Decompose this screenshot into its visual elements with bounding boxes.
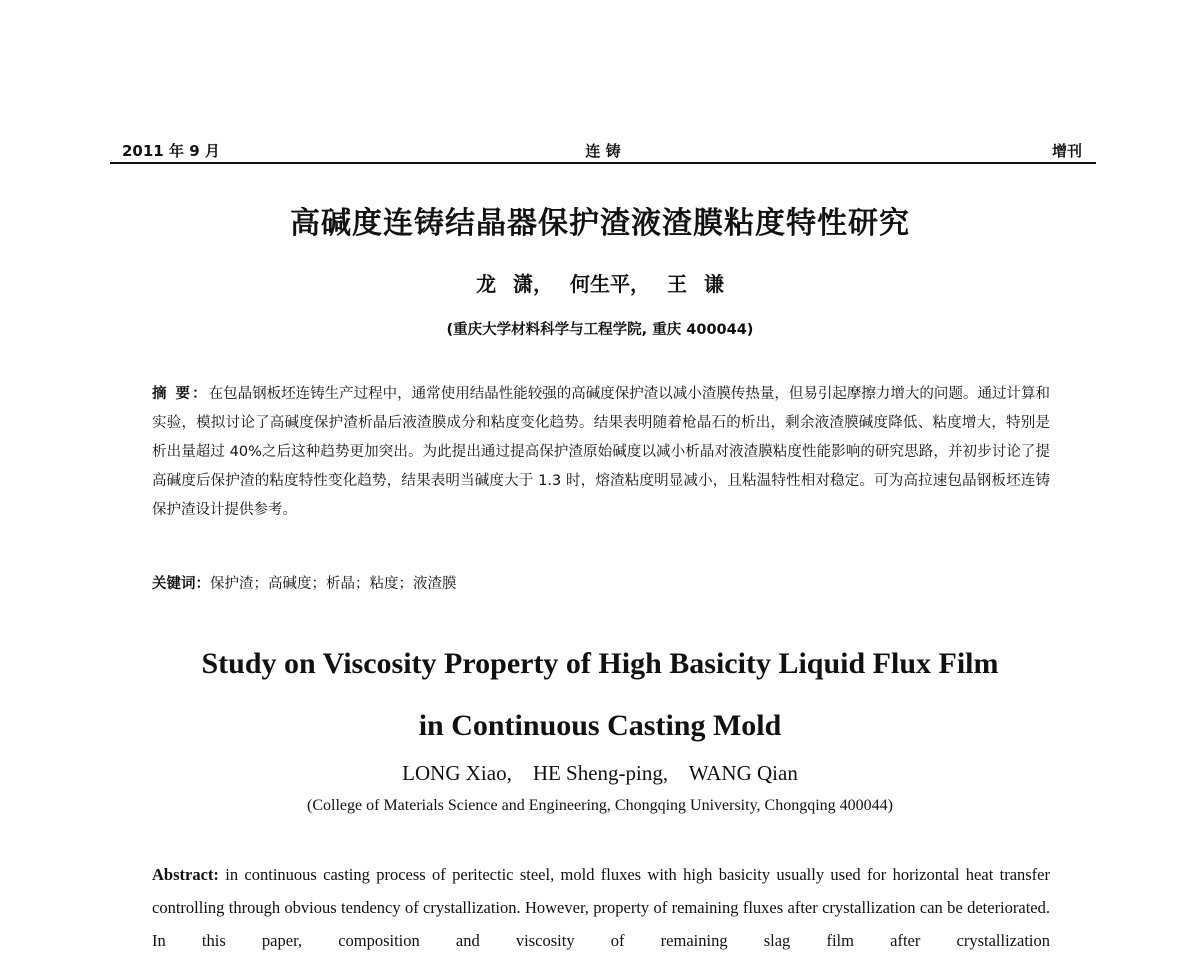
- english-abstract-label: Abstract:: [152, 865, 219, 884]
- english-abstract: [152, 858, 1050, 957]
- header-date: 2011 年 9 月: [122, 142, 220, 160]
- chinese-affiliation: (重庆大学材料科学与工程学院, 重庆 400044): [446, 322, 754, 338]
- english-authors: LONG Xiao, HE Sheng-ping, WANG Qian: [402, 761, 798, 785]
- chinese-abstract: [152, 380, 1050, 525]
- chinese-keywords-label: 关键词：: [152, 576, 210, 592]
- english-title-line-1: Study on Viscosity Property of High Basicity Liquid Flux Film: [201, 647, 999, 680]
- chinese-abstract-label: 摘 要：: [152, 386, 209, 402]
- english-affiliation: (College of Materials Science and Engineering, Chongqing University, Chongqing 400044): [307, 797, 893, 814]
- chinese-keywords-text: 保护渣；高碱度；析晶；粘度；液渣膜: [210, 576, 457, 592]
- chinese-abstract-text: 在包晶钢板坯连铸生产过程中，通常使用结晶性能较强的高碱度保护渣以减小渣膜传热量，但易引起摩擦力增大的问题。通过计算和实验，模拟讨论了高碱度保护渣析晶后液渣膜成分和粘度变化趋势。结果表明随着枪晶石的析出，剩余液渣膜碱度降低、粘度增大，特别是析出量超过 40%之后这种趋势更加突出。为此提出通过提高保护渣原始碱度以减小析晶对液渣膜粘度性能影响的研究思路，并初步讨论了提高碱度后保护渣的粘度特性变化趋势，结果表明当碱度大于 1.3 时，熔渣粘度明显减小，且粘温特性相对稳定。可为高拉速包晶钢板坯连铸保护渣设计提供参考。: [152, 386, 1050, 518]
- english-abstract-text: in continuous casting process of peritectic steel, mold fluxes with high basicity usually used for horizontal heat transfer controlling through obvious tendency of crystallization. However, property of remaining fluxes after crystallization can be deteriorated. In this paper, composition and viscosity of remaining slag film after crystallization: [152, 865, 1050, 950]
- english-title-line-2: in Continuous Casting Mold: [418, 709, 782, 742]
- header-issue: 增刊: [1051, 142, 1082, 160]
- chinese-title: 高碱度连铸结晶器保护渣液渣膜粘度特性研究: [290, 206, 910, 241]
- chinese-authors: 龙 潇， 何生平， 王 谦: [476, 272, 724, 296]
- header-journal-name: 连 铸: [585, 142, 621, 160]
- running-header: [110, 138, 1096, 164]
- chinese-keywords: [152, 570, 1050, 599]
